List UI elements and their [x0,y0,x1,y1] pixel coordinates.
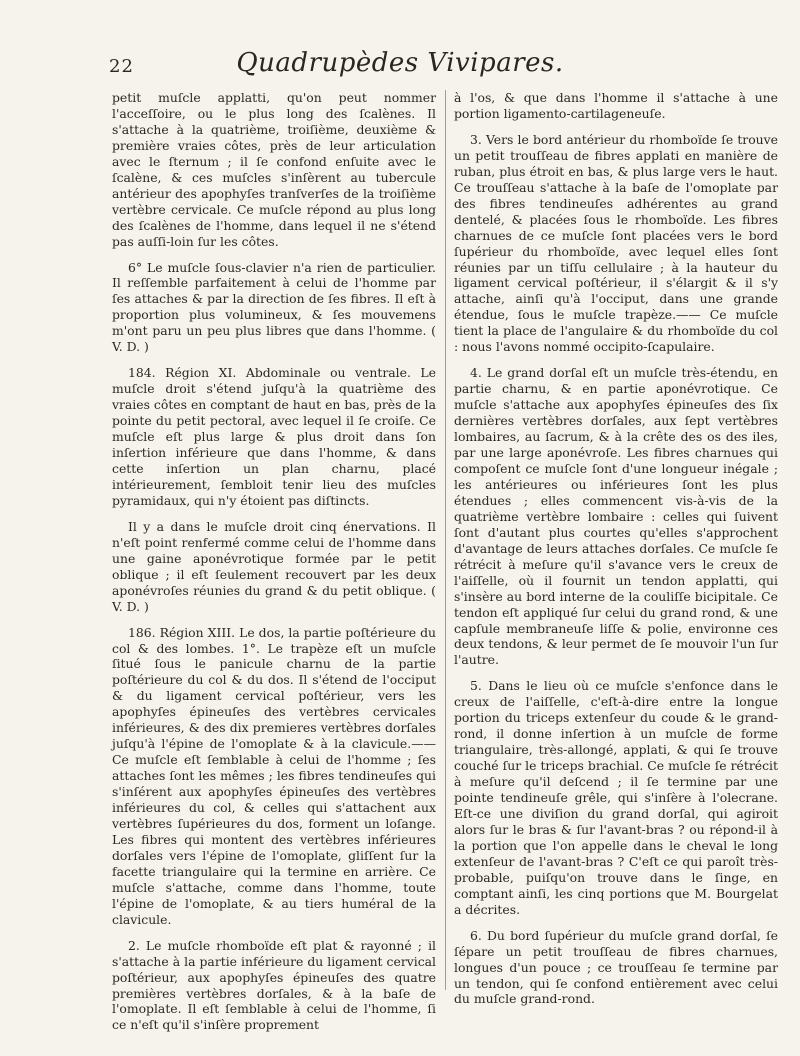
page-number: 22 [109,56,134,77]
paragraph: 184. Région XI. Abdominale ou ventrale. Le muſcle droit s'étend juſqu'à la quatrième des vraies côtes en comptant de haut en bas, près de la pointe du petit pectoral, avec lequel il ſe croiſe. Ce muſcle eſt plus large & plus droit dans ſon inſertion inférieure que dans l'homme, & dans cette inſertion un plan charnu, placé intérieurement, ſembloit tenir lieu des muſcles pyramidaux, qui n'y étoient pas diſtincts. [112,365,436,508]
paragraph: 4. Le grand dorſal eſt un muſcle très-étendu, en partie charnu, & en partie aponévrotique. Ce muſcle s'attache aux apophyſes épineuſes des ſix dernières vertèbres dorſales, aux ſept vertèbres lombaires, au ſacrum, & à la crête des os des iles, par une large aponévroſe. Les fibres charnues qui compoſent ce muſcle ſont d'une longueur inégale ; les antérieures ou inférieures ſont les plus étendues ; elles commencent vis-à-vis de la quatrième vertèbre lombaire : celles qui ſuivent ſont d'autant plus courtes qu'elles s'approchent d'avantage de leurs attaches dorſales. Ce muſcle ſe rétrécit à meſure qu'il s'avance vers le creux de l'aiſſelle, où il fournit un tendon applatti, qui s'insère au bord interne de la couliſſe bicipitale. Ce tendon eſt appliqué ſur celui du grand rond, & une capſule membraneuſe liſſe & polie, environne ces deux tendons, & leur permet de ſe mouvoir l'un ſur l'autre. [454,365,778,668]
paragraph: à l'os, & que dans l'homme il s'attache à une portion ligamento-cartilageneuſe. [454,90,778,121]
paragraph: 6. Du bord ſupérieur du muſcle grand dorſal, ſe ſépare un petit trouſſeau de fibres charnues, longues d'un pouce ; ce trouſſeau ſe termine par un tendon, qui ſe confond entièrement avec celui du muſcle grand-rond. [454,927,778,1007]
paragraph: Il y a dans le muſcle droit cinq énervations. Il n'eſt point renfermé comme celui de l'homme dans une gaine aponévrotique formée par le petit oblique ; il eſt ſeulement recouvert par les deux aponévroſes réunies du grand & du petit oblique. ( V. D. ) [112,518,436,614]
page-header [0,48,800,88]
paragraph: 3. Vers le bord antérieur du rhomboïde ſe trouve un petit trouſſeau de fibres applati en manière de ruban, plus étroit en bas, & plus large vers le haut. Ce trouſſeau s'attache à la baſe de l'omoplate par des fibres tendineuſes adhérentes au grand dentelé, & placées ſous le rhomboïde. Les fibres charnues de ce muſcle ſont placées vers le bord ſupérieur du rhomboïde, avec lequel elles ſont réunies par un tiſſu cellulaire ; à la hauteur du ligament cervical poſtérieur, il s'élargit & il s'y attache, ainſi qu'à l'occiput, dans une grande étendue, ſous le muſcle trapèze.—— Ce muſcle tient la place de l'angulaire & du rhomboïde du col : nous l'avons nommé occipito-ſcapulaire. [454,131,778,355]
left-column [112,90,436,1043]
running-title: Quadrupèdes Vivipares. [236,48,564,78]
right-column [454,90,778,1017]
paragraph: petit muſcle applatti, qu'on peut nommer l'acceſſoire, ou le plus long des ſcalènes. Il s'attache à la quatrième, troiſième, deuxième & première vraies côtes, près de leur articulation avec le ſternum ; il ſe confond enſuite avec le ſcalène, & ces muſcles s'inſèrent au tubercule antérieur des apophyſes tranſverſes de la troiſième vertèbre cervicale. Ce muſcle répond au plus long des ſcalènes de l'homme, dans lequel il ne s'étend pas auſſi-loin ſur les côtes. [112,90,436,249]
paragraph: 186. Région XIII. Le dos, la partie poſtérieure du col & des lombes. 1°. Le trapèze eſt un muſcle ſitué ſous le panicule charnu de la partie poſtérieure du col & du dos. Il s'étend de l'occiput & du ligament cervical poſtérieur, vers les apophyſes épineuſes des vertèbres cervicales inférieures, & des dix premieres vertèbres dorſales juſqu'à l'épine de l'omoplate & à la clavicule.—— Ce muſcle eſt ſemblable à celui de l'homme ; ſes attaches ſont les mêmes ; les fibres tendineuſes qui s'inſérent aux apophyſes épineuſes des vertèbres inférieures du col, & celles qui s'attachent aux vertèbres ſupérieures du dos, forment un loſange. Les fibres qui montent des vertèbres inférieures dorſales vers l'épine de l'omoplate, gliſſent ſur la facette triangulaire qui la termine en arrière. Ce muſcle s'attache, comme dans l'homme, toute l'épine de l'omoplate, & au tiers huméral de la clavicule. [112,624,436,927]
column-divider [445,90,446,990]
paragraph: 5. Dans le lieu où ce muſcle s'enfonce dans le creux de l'aiſſelle, c'eſt-à-dire entre la longue portion du triceps extenſeur du coude & le grand-rond, il donne inſertion à un muſcle de forme triangulaire, très-allongé, applati, & qui ſe trouve couché ſur le triceps brachial. Ce muſcle ſe rétrécit à meſure qu'il deſcend ; il ſe termine par une pointe tendineuſe grêle, qui s'inſère à l'olecrane. Eſt-ce une diviſion du grand dorſal, qui agiroit alors ſur le bras & ſur l'avant-bras ? ou répond-il à la portion que l'on appelle dans le cheval le long extenſeur de l'avant-bras ? C'eſt ce qui paroît très-probable, puiſqu'on trouve dans le ſinge, en comptant ainſi, les cinq portions que M. Bourgelat a décrites. [454,678,778,917]
paragraph: 6° Le muſcle ſous-clavier n'a rien de particulier. Il reſſemble parfaitement à celui de l'homme par ſes attaches & par la direction de ſes fibres. Il eſt à proportion plus volumineux, & ſes mouvemens m'ont paru un peu plus libres que dans l'homme. ( V. D. ) [112,259,436,355]
paragraph: 2. Le muſcle rhomboïde eſt plat & rayonné ; il s'attache à la partie inférieure du ligament cervical poſtérieur, aux apophyſes épineuſes des quatre premières vertèbres dorſales, & à la baſe de l'omoplate. Il eſt ſemblable à celui de l'homme, ſi ce n'eſt qu'il s'inſère proprement [112,937,436,1033]
